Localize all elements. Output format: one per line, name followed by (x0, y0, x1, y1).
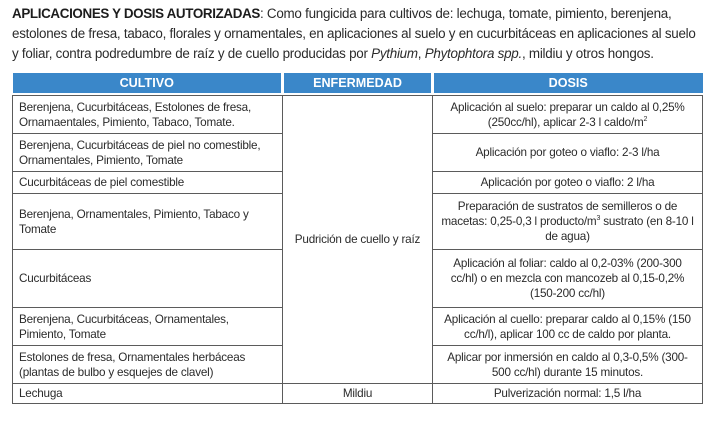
table-row (13, 384, 703, 404)
cell-cultivo: Berenjena, Cucurbitáceas, Estolones de fresa, Ornamaentales, Pimiento, Tabaco, Tomate. (13, 96, 283, 134)
cell-cultivo: Cucurbitáceas (13, 250, 283, 308)
cell-cultivo: Berenjena, Cucurbitáceas, Ornamentales, Pimiento, Tomate (13, 308, 283, 346)
intro-text-3: , mildiu y otros hongos. (521, 46, 654, 61)
cell-dosis: Aplicación al foliar: caldo al 0,2-03% (200-300 cc/hl) o en mezcla con mancozeb al 0,15-0,2% (150-200 cc/hl) (433, 250, 703, 308)
cell-enfermedad-mildiu: Mildiu (283, 384, 433, 404)
cell-dosis: Preparación de sustratos de semilleros o de macetas: 0,25-0,3 l producto/$m^3$ sustrato (en 8-10 l de agua) (433, 194, 703, 250)
cell-cultivo: Cucurbitáceas de piel comestible (13, 172, 283, 194)
pathogen-pythium: Pythium (371, 46, 418, 61)
section-heading: APLICACIONES Y DOSIS AUTORIZADAS (12, 6, 260, 21)
cell-cultivo: Berenjena, Cucurbitáceas de piel no comestible, Ornamentales, Pimiento, Tomate (13, 134, 283, 172)
intro-text-2: , (417, 46, 425, 61)
table-row (13, 96, 703, 134)
cell-cultivo: Berenjena, Ornamentales, Pimiento, Tabaco y Tomate (13, 194, 283, 250)
cell-dosis: Pulverización normal: 1,5 l/ha (433, 384, 703, 404)
cell-dosis: Aplicar por inmersión en caldo al 0,3-0,5% (300-500 cc/hl) durante 15 minutos. (433, 346, 703, 384)
cell-dosis: Aplicación al cuello: preparar caldo al 0,15% (150 cc/h/l), aplicar 100 cc de caldo por planta. (433, 308, 703, 346)
intro-paragraph (12, 4, 705, 64)
cell-dosis: Aplicación por goteo o viaflo: 2-3 l/ha (433, 134, 703, 172)
pathogen-phytophtora: Phytophtora spp. (424, 46, 522, 61)
cell-cultivo: Lechuga (13, 384, 283, 404)
cell-cultivo: Estolones de fresa, Ornamentales herbáceas (plantas de bulbo y esquejes de clavel) (13, 346, 283, 384)
dosage-table (12, 73, 703, 404)
cell-enfermedad-pudricion: Pudrición de cuello y raíz (283, 96, 433, 384)
header-cultivo: CULTIVO (13, 73, 283, 93)
cell-dosis: Aplicación por goteo o viaflo: 2 l/ha (433, 172, 703, 194)
header-dosis: DOSIS (433, 73, 703, 93)
cell-dosis: Aplicación al suelo: preparar un caldo al 0,25% (250cc/hl), aplicar 2-3 l caldo/$m^2$ (433, 96, 703, 134)
header-enfermedad: ENFERMEDAD (283, 73, 433, 93)
table-header-row (13, 73, 703, 93)
intro-text-1: : Como fungicida para cultivos de: lechuga, tomate, pimiento, berenjena, estolones de fresa, tabaco, florales y ornamentales, en aplicaciones al suelo y en cucurbitáceas en aplicaciones al suelo y foliar, contra podredumbre de raíz y de cuello producidas por (12, 6, 696, 61)
